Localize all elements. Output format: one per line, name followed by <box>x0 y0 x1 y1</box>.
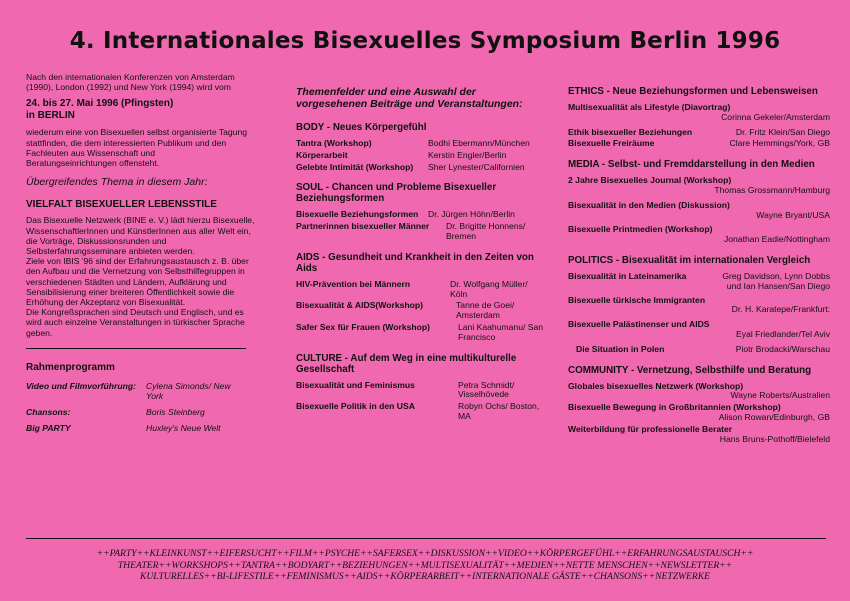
section-culture <box>296 353 546 422</box>
item-speaker: Dr. Jürgen Höhn/Berlin <box>428 209 515 220</box>
rahmenprogramm-item <box>26 423 258 433</box>
list-item <box>568 176 830 196</box>
theme-title: VIELFALT BISEXUELLER LEBENSSTILE <box>26 199 217 211</box>
item-title: Bisexuelle Politik in den USA <box>296 401 415 412</box>
item-title: Bisexuelle Freiräume <box>568 138 655 149</box>
event-date-block <box>26 98 258 121</box>
intro-body: wiederum eine von Bisexuellen selbst organisierte Tagung stattfinden, die dem interessierten Publikum und den Fachleuten aus Wissenschaft und <box>26 127 248 158</box>
footer-keywords <box>20 548 830 583</box>
rahmen-label: Video und Filmvorführung: <box>26 381 136 392</box>
footer-line: THEATER++WORKSHOPS++TANTRA++BODYART++BEZIEHUNGEN++MULTISEXUALITÄT++MEDIEN++NETTE MENSCHEN++NEWSLETTER++ <box>117 559 733 571</box>
item-speaker: Eyal Fried​lander/Tel Aviv <box>736 328 830 339</box>
event-date: 24. bis 27. Mai 1996 (Pfingsten) <box>26 98 174 110</box>
list-item <box>296 301 546 321</box>
list-item <box>568 272 830 292</box>
list-item <box>296 381 546 401</box>
item-title: Bisexualität in den Medien (Diskussion) <box>568 199 730 210</box>
item-speaker: Clare Hemmings/York, GB <box>729 138 830 149</box>
rahmenprogramm-item <box>26 407 258 417</box>
list-item <box>568 382 830 402</box>
item-title: Bisexualität & AIDS(Workshop) <box>296 300 424 311</box>
section-title: SOUL - Chancen und Probleme Bisexueller Beziehungsformen <box>296 182 497 205</box>
description-text: Das Bisexuelle Netzwerk (BINE e. V.) lädt hierzu Bisexuelle, WissenschaftlerInnen und KünstlerInnen aus aller Welt ein, die Vorträge, Diskussionsrunden und Selbsterfahrungsseminare anbieten werden. <box>26 215 255 257</box>
section-soul <box>296 182 546 241</box>
item-speaker: Corinna Gekeler/Amsterdam <box>721 111 830 122</box>
list-item <box>568 345 830 355</box>
item-title: Bisexuelle Beziehungsformen <box>296 209 419 220</box>
item-speaker: Kerstin Engler/Berlin <box>428 149 507 160</box>
item-title: Safer Sex für Frauen (Workshop) <box>296 321 431 332</box>
item-speaker: Hans Bruns-Pothoff/Bielefeld <box>719 433 830 444</box>
item-title: Bisexuelle Palästinenser und AIDS <box>568 319 710 330</box>
topics-column-right <box>568 86 830 454</box>
rahmen-value: Boris Steinberg <box>146 407 205 418</box>
list-item <box>296 222 546 242</box>
list-item <box>296 151 546 161</box>
section-aids <box>296 252 546 343</box>
intro-text: Nach den internationalen Konferenzen von Amsterdam (1990), London (1992) und New York (1994) wird vom <box>26 72 235 93</box>
list-item <box>568 225 830 245</box>
item-speaker: Dr. Fritz Klein/San Diego <box>735 126 830 137</box>
item-title: Gelebte Intimität (Workshop) <box>296 161 414 172</box>
rahmenprogramm-item <box>26 381 258 401</box>
page-title: 4. Internationales Bisexuelles Symposium Berlin 1996 <box>69 28 781 54</box>
item-title: Bisexuelle türkische Immigranten <box>568 294 706 305</box>
list-item <box>296 280 546 300</box>
section-title: AIDS - Gesundheit und Krankheit in den Zeiten von Aids <box>296 251 534 274</box>
list-item <box>568 320 830 340</box>
divider <box>26 348 246 349</box>
item-speaker: Wayne Bryant/USA <box>756 209 830 220</box>
list-item <box>296 323 546 343</box>
intro-column <box>26 72 258 439</box>
rahmenprogramm-heading: Rahmenprogramm <box>26 361 115 373</box>
item-title: Globales bisexuelles Netzwerk (Workshop) <box>568 380 744 391</box>
item-title: 2 Jahre Bisexuelles Journal (Workshop) <box>568 175 732 186</box>
item-title: Bisexuelle Bewegung in Großbritannien (Workshop) <box>568 402 781 413</box>
languages-text: Die Kongreßsprachen sind Deutsch und Englisch, und es wird auch einzelne Veranstaltungen in türkischer Sprache geben. <box>26 307 245 338</box>
item-title: Bisexuelle Printmedien (Workshop) <box>568 224 713 235</box>
list-item <box>568 103 830 123</box>
item-speaker: Thomas Grossmann/Hamburg <box>714 184 830 195</box>
section-title: POLITICS - Bisexualität im internationalen Vergleich <box>568 254 811 266</box>
section-title: BODY - Neues Körpergefühl <box>296 122 427 133</box>
item-speaker: Bodhi Ebermann/München <box>428 138 530 148</box>
item-speaker: Dr. Wolfgang Müller/ Köln <box>450 278 528 299</box>
event-place: in BERLIN <box>26 109 75 121</box>
item-title: Weiterbildung für professionelle Berater <box>568 423 733 434</box>
item-speaker: Dr. H. Karatepe/Frankfurt: <box>731 304 830 315</box>
goal-text: Ziele von IBIS '96 sind der Erfahrungsaustausch z. B. über den Aufbau und die Vernetzung von Selbsthilfegruppen in verschiedenen Städten und Ländern, Aufklärung und Sensibilisierung einer breiteren Öffentlichkeit sowie die Erhöhung der Akzeptanz von Bisexualität. <box>26 256 249 308</box>
list-item <box>568 201 830 221</box>
rahmen-value: Huxley's Neue Welt <box>146 423 221 434</box>
section-title: COMMUNITY - Vernetzung, Selbsthilfe und Beratung <box>568 364 812 376</box>
rahmen-label: Chansons: <box>26 407 71 418</box>
item-title: Körperarbeit <box>296 149 348 160</box>
footer-line: ++PARTY++KLEINKUNST++EIFERSUCHT++FILM++PSYCHE++SAFERSEX++DISKUSSION++VIDEO++KÖRPERGEFÜHL++ERFAHRUNGSAUSTAUSCH++ <box>96 548 754 559</box>
theme-heading: Übergreifendes Thema in diesem Jahr: <box>26 176 208 189</box>
list-item <box>296 402 546 422</box>
item-title: Ethik bisexueller Beziehungen <box>568 126 693 137</box>
section-media <box>568 159 830 245</box>
item-title: Tantra (Workshop) <box>296 138 372 148</box>
item-title: Bisexualität und Feminismus <box>296 379 415 390</box>
section-politics <box>568 255 830 355</box>
rahmenprogramm-list <box>26 381 258 433</box>
section-title: MEDIA - Selbst- und Fremddarstellung in den Medien <box>568 159 815 171</box>
item-speaker: Robyn Ochs/ Boston, MA <box>458 401 540 421</box>
section-title: CULTURE - Auf dem Weg in eine multikulturelle Gesellschaft <box>296 352 517 375</box>
list-item <box>568 296 830 316</box>
section-title: ETHICS - Neue Beziehungsformen und Lebensweisen <box>568 86 818 97</box>
item-speaker: Sher Lynester/Californien <box>428 161 525 172</box>
topics-column <box>296 86 546 432</box>
item-speaker: Wayne Roberts/Australien <box>730 390 830 401</box>
topics-heading: Themenfelder und eine Auswahl der vorgesehenen Beiträge und Veranstaltungen: <box>296 86 523 110</box>
section-ethics <box>568 86 830 149</box>
footer-line: KULTURELLES++BI-LIFESTILE++FEMINISMUS++AIDS++KÖRPERARBEIT++INTERNATIONALE GÄSTE++CHANSONS++NETZWERKE <box>139 571 711 582</box>
rahmen-label: Big PARTY <box>26 423 71 434</box>
list-item <box>568 425 830 445</box>
list-item <box>296 139 546 149</box>
item-title: Bisexualität in Lateinamerika <box>568 270 687 281</box>
list-item <box>296 210 546 220</box>
footer-divider <box>26 538 826 539</box>
item-speaker: Lani Kaahumanu/ San Francisco <box>458 321 544 342</box>
item-speaker: Greg Davidson, Lynn Dobbs und Ian Hansen/San Diego <box>722 270 830 291</box>
item-speaker: Piotr Brodacki/Warschau <box>735 343 830 354</box>
list-item <box>568 403 830 423</box>
item-speaker: Tanne de Goei/ Amsterdam <box>456 300 515 321</box>
item-speaker: Dr. Brigitte Honnens/ Bremen <box>446 221 526 241</box>
section-community <box>568 365 830 445</box>
section-body <box>296 122 546 172</box>
item-title: Die Situation in Polen <box>576 343 665 354</box>
list-item <box>568 128 830 138</box>
item-title: HIV-Prävention bei Männern <box>296 278 411 289</box>
item-speaker: Petra Schmidt/ Visselhövede <box>458 379 515 400</box>
rahmen-value: Cylena Simonds/ New York <box>146 381 231 402</box>
list-item <box>296 163 546 173</box>
item-title: Partnerinnen bisexueller Männer <box>296 221 430 232</box>
item-speaker: Alison Rowan/Edinburgh, GB <box>718 411 830 422</box>
item-speaker: Jonathan Eadie/Nottingham <box>723 234 830 245</box>
intro-body-2: Beratungseinrichtungen offensteht. <box>26 158 160 169</box>
item-title: Multisexualität als Lifestyle (Diavortrag) <box>568 102 731 112</box>
list-item <box>568 139 830 149</box>
